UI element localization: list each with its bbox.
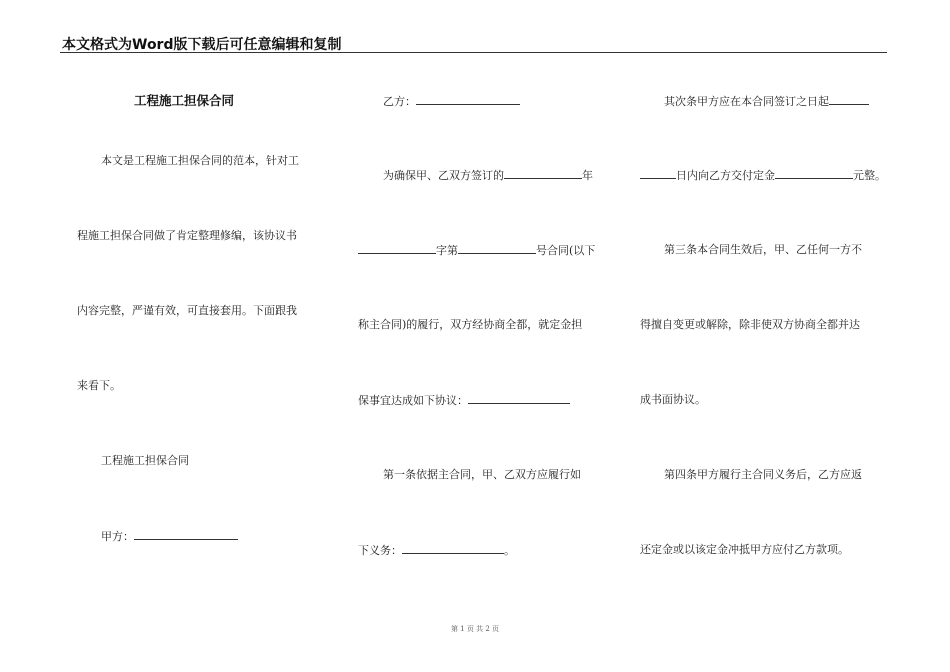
party-a-label: 甲方：	[101, 530, 134, 543]
doc-title: 工程施工担保合同	[134, 93, 235, 108]
col3-line-1-text: 其次条甲方应在本合同签订之日起	[664, 95, 829, 108]
prefix-blank	[358, 243, 436, 254]
col2-line-6	[358, 543, 515, 558]
col2-line-5: 第一条依据主合同，甲、乙双方应履行如	[383, 468, 581, 481]
col3-line-4: 得擅自变更或解除，除非使双方协商全都并达	[640, 318, 860, 331]
col2-line-4	[358, 393, 570, 408]
intro-line-1: 本文是工程施工担保合同的范本，针对工	[101, 154, 299, 167]
deposit-blank	[775, 168, 853, 179]
col3-line-6: 第四条甲方履行主合同义务后，乙方应返	[664, 468, 862, 481]
col2-line-1	[383, 168, 593, 183]
intro-line-2: 程施工担保合同做了肯定整理修编，该协议书	[77, 229, 297, 242]
intro-line-4: 来看下。	[77, 379, 121, 392]
party-b-label: 乙方：	[383, 95, 416, 108]
col2-line-2	[358, 243, 595, 258]
col3-line-2-end: 元整。	[853, 169, 886, 182]
col3-line-3: 第三条本合同生效后，甲、乙任何一方不	[664, 243, 862, 256]
party-b-line	[383, 94, 520, 109]
col2-line-2-mid: 字第	[436, 244, 458, 257]
col3-line-7: 还定金或以该定金冲抵甲方应付乙方款项。	[640, 543, 849, 556]
party-b-blank	[416, 94, 520, 105]
col3-line-2	[640, 168, 886, 183]
obligation-blank	[402, 543, 504, 554]
col3-line-5: 成书面协议。	[640, 393, 706, 406]
number-blank	[458, 243, 536, 254]
days-blank	[640, 168, 676, 179]
col2-line-1-text: 为确保甲、乙双方签订的	[383, 169, 504, 182]
party-a-blank	[134, 529, 238, 540]
party-a-line	[101, 529, 238, 544]
col2-line-3: 称主合同)的履行，双方经协商全都，就定金担	[358, 318, 583, 331]
col2-line-1-end: 年	[582, 169, 593, 182]
header-text: 本文格式为Word版下载后可任意编辑和复制	[62, 37, 342, 53]
col3-line-1	[664, 94, 869, 109]
col2-line-2-end: 号合同(以下	[536, 244, 596, 257]
page-footer: 第 1 页 共 2 页	[450, 625, 500, 633]
date-blank	[829, 94, 869, 105]
agreement-blank	[468, 393, 570, 404]
col2-line-6-text: 下义务：	[358, 544, 402, 557]
contract-subtitle: 工程施工担保合同	[101, 454, 189, 467]
header-rule	[60, 52, 887, 53]
col2-line-4-text: 保事宜达成如下协议：	[358, 394, 468, 407]
col3-line-2-mid: 日内向乙方交付定金	[676, 169, 775, 182]
col2-line-6-end: 。	[504, 544, 515, 557]
intro-line-3: 内容完整，严谨有效，可直接套用。下面跟我	[77, 304, 297, 317]
year-blank	[504, 168, 582, 179]
